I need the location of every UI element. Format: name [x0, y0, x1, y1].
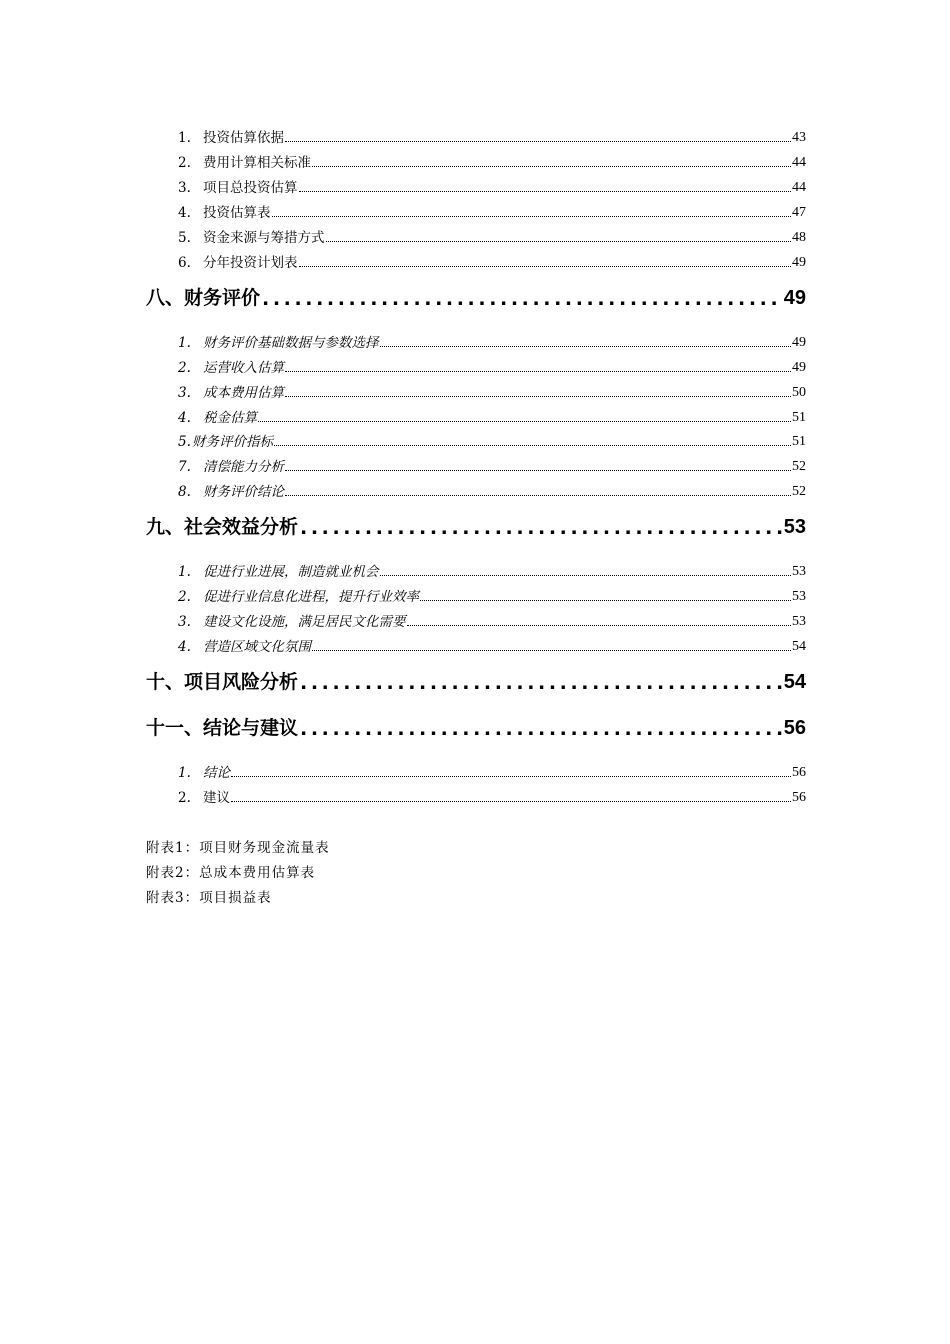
entry-page: 51: [792, 410, 806, 425]
dot-leader: [285, 370, 791, 372]
entry-label: 促进行业信息化进程，提升行业效率: [203, 589, 419, 605]
dot-leader: [231, 775, 791, 777]
entry-label: 成本费用估算: [203, 385, 284, 401]
entry-number: 1.: [178, 130, 191, 146]
entry-page: 44: [792, 180, 806, 195]
toc-entry[interactable]: [178, 381, 806, 401]
toc-chapter[interactable]: [146, 666, 806, 694]
dot-leader: [380, 574, 792, 576]
entry-label: 清偿能力分析: [203, 459, 284, 475]
chapter-page: 56: [783, 717, 806, 739]
entry-number: 4.: [178, 410, 191, 426]
entry-page: 49: [792, 255, 806, 270]
toc-chapter[interactable]: [146, 511, 806, 539]
appendix-item: 附表3：项目损益表: [146, 890, 272, 906]
toc-entry[interactable]: [178, 331, 806, 351]
appendix-item: 附表1：项目财务现金流量表: [146, 840, 330, 856]
toc-entry[interactable]: [178, 201, 806, 221]
dot-leader: [274, 444, 791, 446]
entry-label: 营造区域文化氛围: [203, 639, 311, 655]
dot-leader: [258, 420, 791, 422]
entry-page: 51: [792, 434, 806, 449]
chapter-page: 49: [783, 287, 806, 309]
entry-number: 1.: [178, 765, 191, 781]
entry-label: 投资估算表: [203, 205, 271, 221]
dot-leader: [231, 800, 791, 802]
entry-number: 6.: [178, 255, 191, 271]
entry-number: 3.: [178, 180, 191, 196]
entry-page: 47: [792, 205, 806, 220]
toc-entry[interactable]: [178, 455, 806, 475]
dot-leader: [272, 215, 792, 217]
toc-entry[interactable]: 5. 财务评价指标 51: [178, 430, 806, 450]
entry-number: 2.: [178, 155, 191, 171]
entry-label: 税金估算: [203, 410, 257, 426]
entry-label: 资金来源与筹措方式: [203, 230, 325, 246]
entry-page: 52: [792, 459, 806, 474]
entry-label: 财务评价结论: [203, 484, 284, 500]
toc-entry[interactable]: [178, 126, 806, 146]
chapter-page: 53: [783, 516, 806, 538]
entry-page: 44: [792, 155, 806, 170]
entry-number: 4.: [178, 205, 191, 221]
entry-label: 财务评价指标: [192, 434, 273, 450]
chapter-page: 54: [783, 671, 806, 693]
entry-number: 2.: [178, 589, 191, 605]
entry-page: 48: [792, 230, 806, 245]
entry-label: 项目总投资估算: [203, 180, 298, 196]
dot-leader: [285, 140, 791, 142]
appendix-item: 附表2：总成本费用估算表: [146, 865, 316, 881]
entry-number: 4.: [178, 639, 191, 655]
entry-page: 49: [792, 335, 806, 350]
entry-page: 52: [792, 484, 806, 499]
entry-page: 53: [792, 589, 806, 604]
toc-entry[interactable]: [178, 406, 806, 426]
entry-number: 8.: [178, 484, 191, 500]
dot-leader: [300, 672, 782, 694]
entry-label: 建议: [203, 790, 230, 806]
dot-leader: [407, 624, 792, 626]
entry-label: 运营收入估算: [203, 360, 284, 376]
toc-entry[interactable]: [178, 786, 806, 806]
entry-label: 促进行业进展，制造就业机会: [203, 564, 379, 580]
entry-number: 3.: [178, 614, 191, 630]
toc-entry[interactable]: [178, 585, 806, 605]
entry-label: 费用计算相关标准: [203, 155, 311, 171]
entry-page: 56: [792, 790, 806, 805]
entry-number: 2.: [178, 790, 191, 806]
entry-label: 财务评价基础数据与参数选择: [203, 335, 379, 351]
entry-number: 5.: [178, 230, 191, 246]
toc-entry[interactable]: [178, 356, 806, 376]
entry-number: 7.: [178, 459, 191, 475]
toc-entry[interactable]: [178, 480, 806, 500]
entry-number: 1.: [178, 564, 191, 580]
entry-page: 43: [792, 130, 806, 145]
entry-page: 50: [792, 385, 806, 400]
toc-entry[interactable]: [178, 226, 806, 246]
dot-leader: [312, 649, 791, 651]
entry-label: 投资估算依据: [203, 130, 284, 146]
entry-page: 53: [792, 564, 806, 579]
entry-page: 54: [792, 639, 806, 654]
entry-page: 56: [792, 765, 806, 780]
toc-entry[interactable]: [178, 560, 806, 580]
entry-page: 53: [792, 614, 806, 629]
dot-leader: [300, 517, 782, 539]
toc-entry[interactable]: [178, 610, 806, 630]
toc-entry[interactable]: [178, 761, 806, 781]
toc-entry[interactable]: [178, 635, 806, 655]
toc-entry[interactable]: [178, 176, 806, 196]
dot-leader: [285, 469, 791, 471]
chapter-title: 十一、结论与建议: [146, 717, 299, 739]
toc-chapter[interactable]: [146, 712, 806, 740]
dot-leader: [326, 240, 792, 242]
toc-chapter[interactable]: [146, 282, 806, 310]
dot-leader: [380, 345, 792, 347]
chapter-title: 九、社会效益分析: [146, 516, 299, 538]
dot-leader: [285, 494, 791, 496]
toc-entry[interactable]: [178, 251, 806, 271]
dot-leader: [312, 165, 791, 167]
dot-leader: [299, 265, 792, 267]
entry-number: 3.: [178, 385, 191, 401]
toc-entry[interactable]: [178, 151, 806, 171]
dot-leader: [420, 599, 791, 601]
dot-leader: [299, 190, 792, 192]
entry-number: 1.: [178, 335, 191, 351]
entry-label: 结论: [203, 765, 230, 781]
dot-leader: [285, 395, 791, 397]
chapter-title: 十、项目风险分析: [146, 671, 299, 693]
chapter-title: 八、财务评价: [146, 287, 261, 309]
entry-label: 建设文化设施，满足居民文化需要: [203, 614, 406, 630]
entry-number: 2.: [178, 360, 191, 376]
entry-page: 49: [792, 360, 806, 375]
entry-label: 分年投资计划表: [203, 255, 298, 271]
dot-leader: [300, 718, 782, 740]
dot-leader: [262, 288, 782, 310]
